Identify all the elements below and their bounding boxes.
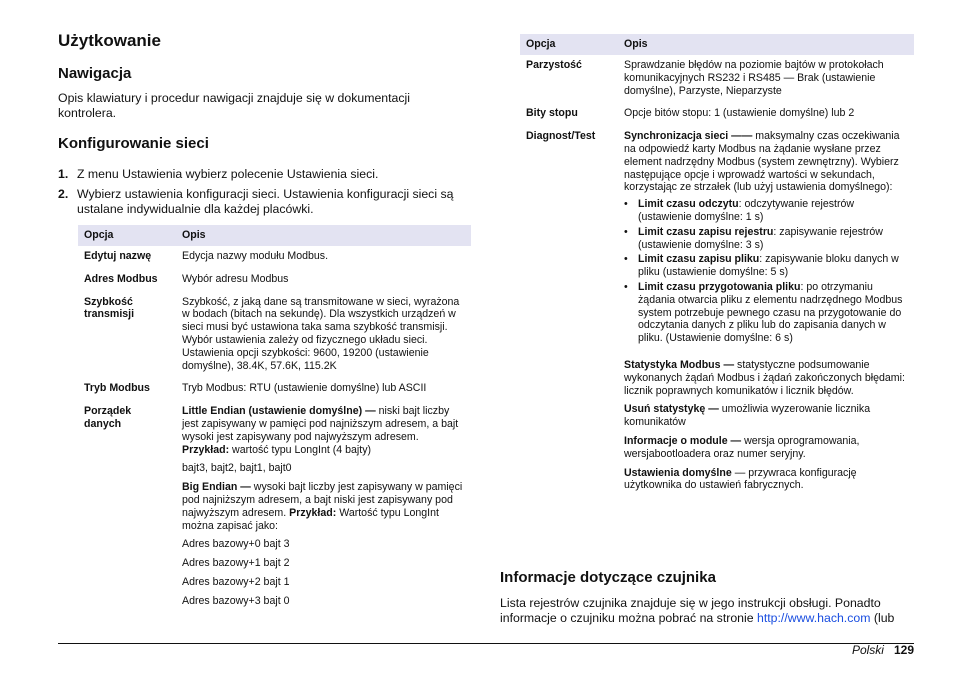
table-row — [520, 126, 914, 504]
little-endian-label: Little Endian (ustawienie domyślne) — — [182, 405, 376, 418]
defaults-label: Ustawienia domyślne — [624, 466, 732, 479]
little-endian-block — [182, 405, 465, 456]
table-header-row — [78, 225, 471, 246]
description-cell: Sprawdzanie błędów na poziomie bajtów w protokołach komunikacyjnych RS232 i RS485 — Brak (ustawienie domyślne), Parzyste, Nieparzyste — [624, 59, 884, 97]
option-cell: Bity stopu — [526, 107, 578, 120]
option-cell: Adres Modbus — [84, 272, 158, 285]
sync-label: Synchronizacja sieci —— — [624, 130, 753, 143]
option-cell: Szybkość transmisji — [84, 295, 135, 321]
table-row — [520, 103, 914, 126]
column-header: Opcja — [78, 225, 176, 246]
list-item — [624, 226, 908, 252]
stats-block — [624, 359, 908, 397]
bullet-text: : odczytywanie rejestrów (ustawienie domyślne: 1 s) — [638, 198, 855, 223]
column-header: Opis — [176, 225, 471, 246]
steps-list — [58, 167, 471, 222]
big-endian-label: Big Endian — — [182, 481, 251, 494]
nav-heading: Nawigacja — [58, 65, 132, 82]
byte-order-text: bajt3, bajt2, bajt1, bajt0 — [182, 462, 292, 475]
option-cell: Diagnost/Test — [526, 130, 596, 143]
bullet-label: Limit czasu odczytu — [638, 198, 739, 211]
footer-language: Polski — [851, 643, 884, 657]
bullet-label: Limit czasu zapisu rejestru — [638, 225, 774, 238]
clear-stats-block — [624, 403, 908, 429]
footer-divider — [58, 643, 914, 644]
step-number: 2. — [58, 187, 69, 201]
address-line: Adres bazowy+2 bajt 1 — [182, 575, 290, 588]
clear-stats-label: Usuń statystykę — — [624, 403, 719, 416]
address-line: Adres bazowy+1 bajt 2 — [182, 557, 290, 570]
list-item — [624, 281, 908, 345]
hach-link[interactable]: http://www.hach.com — [757, 611, 871, 625]
big-endian-block — [182, 481, 465, 532]
bullet-text: : po otrzymaniu żądania otwarcia pliku z elementu nadrzędnego Modbus system potrzebuje pewnego czasu na przygotowanie do odczytania danych z pliku lub do zapisania danych w pliku. (Ustawienie domyślne: 6 s) — [638, 280, 903, 345]
table-row — [78, 292, 471, 379]
option-cell: Parzystość — [526, 59, 582, 71]
network-settings-table — [78, 225, 471, 620]
little-endian-text: niski bajt liczby jest zapisywany w pamięci pod najniższym adresem, a bajt wysoki jest zapisywany pod najwyższym adresem. — [182, 405, 459, 443]
list-item — [624, 253, 908, 279]
option-cell: Porządek danych — [84, 405, 132, 430]
page-footer — [852, 643, 914, 657]
sensor-text-body: Lista rejestrów czujnika znajduje się w jego instrukcji obsługi. Ponadto informacje o czujniku można pobrać na stronie — [500, 596, 881, 625]
description-cell: Edycja nazwy modułu Modbus. — [182, 250, 329, 262]
table-header-row — [520, 34, 914, 55]
description-cell: Wybór adresu Modbus — [182, 272, 289, 285]
bullet-label: Limit czasu zapisu pliku — [638, 253, 760, 266]
description-cell: Opcje bitów stopu: 1 (ustawienie domyślne) lub 2 — [624, 107, 855, 120]
big-endian-text: wysoki bajt liczby jest zapisywany w pamięci pod najniższym adresem, a bajt niski jest zapisywany pod najwyższym adresem. — [182, 481, 463, 519]
module-info-block — [624, 435, 908, 461]
description-cell: Tryb Modbus: RTU (ustawienie domyślne) lub ASCII — [182, 382, 427, 395]
sensor-text — [500, 596, 920, 626]
table-row — [78, 378, 471, 401]
address-line: Adres bazowy+0 bajt 3 — [182, 538, 290, 551]
page-number: 129 — [893, 643, 914, 657]
example-label: Przykład: — [289, 506, 337, 519]
example-text: Wartość typu LongInt można zapisać jako: — [182, 506, 439, 532]
step-text: Z menu Ustawienia wybierz polecenie Ustawienia sieci. — [77, 167, 379, 181]
column-header: Opis — [618, 34, 914, 55]
page-title: Użytkowanie — [58, 31, 161, 50]
defaults-text: — przywraca konfigurację użytkownika do ustawień fabrycznych. — [624, 466, 857, 492]
list-item — [624, 198, 908, 224]
table-row — [78, 269, 471, 292]
stats-label: Statystyka Modbus — — [624, 358, 735, 371]
sensor-text-tail: (lub — [870, 611, 895, 625]
step-item — [58, 187, 471, 217]
description-cell — [176, 401, 471, 619]
stats-text: statystyczne podsumowanie wykonanych żądań Modbus i żądań zakończonych błędami: licznik poprawnych komunikatów i licznik błędów. — [624, 358, 905, 397]
bullet-text: : zapisywanie bloku danych w pliku (ustawienie domyślne: 5 s) — [638, 253, 899, 279]
description-cell — [618, 126, 914, 504]
option-cell: Edytuj nazwę — [84, 250, 152, 262]
address-line: Adres bazowy+3 bajt 0 — [182, 594, 290, 607]
sensor-heading: Informacje dotyczące czujnika — [500, 569, 716, 586]
option-cell: Tryb Modbus — [84, 382, 150, 395]
example-text: wartość typu LongInt (4 bajty) — [229, 443, 372, 456]
sync-block — [624, 130, 908, 194]
advanced-settings-table — [520, 34, 914, 504]
sync-text: maksymalny czas oczekiwania na odpowiedź karty Modbus na żądanie wysłane przez element nadrzędny Modbus (system zewnętrzny). Wybierz następujące opcje i wprowadź wartości w sekundach, korzystając ze strzałek (lub użyj ustawienia domyślnego): — [624, 130, 900, 194]
description-cell: Szybkość, z jaką dane są transmitowane w sieci, wyrażona w bodach (bitach na sekundę). Dla wszystkich urządzeń w sieci musi być ustawiona taka sama szybkość transmisji. Wybór ustawienia zależy od fizycznego układu sieci. Ustawienia opcji szybkości: 9600, 19200 (ustawienie domyślne), 38.4K, 57.6K, 115.2K — [182, 295, 460, 372]
step-text: Wybierz ustawienia konfiguracji sieci. Ustawienia konfiguracji sieci są ustalane indywidualnie dla każdej placówki. — [77, 187, 454, 216]
table-row — [520, 55, 914, 103]
clear-stats-text: umożliwia wyzerowanie licznika komunikatów — [624, 403, 871, 429]
module-info-label: Informacje o module — — [624, 434, 742, 447]
example-label: Przykład: — [182, 443, 230, 456]
module-info-text: wersja oprogramowania, wersjabootloadera oraz numer seryjny. — [624, 434, 860, 460]
table-row — [78, 401, 471, 619]
timeout-list — [624, 198, 908, 345]
column-header: Opcja — [520, 34, 618, 55]
bullet-label: Limit czasu przygotowania pliku — [638, 280, 801, 293]
step-item — [58, 167, 471, 182]
defaults-block — [624, 467, 908, 493]
network-heading: Konfigurowanie sieci — [58, 135, 209, 152]
nav-text: Opis klawiatury i procedur nawigacji znajduje się w dokumentacji kontrolera. — [58, 91, 410, 120]
bullet-text: : zapisywanie rejestrów (ustawienie domyślne: 3 s) — [638, 225, 883, 251]
step-number: 1. — [58, 167, 69, 181]
table-row — [78, 246, 471, 269]
